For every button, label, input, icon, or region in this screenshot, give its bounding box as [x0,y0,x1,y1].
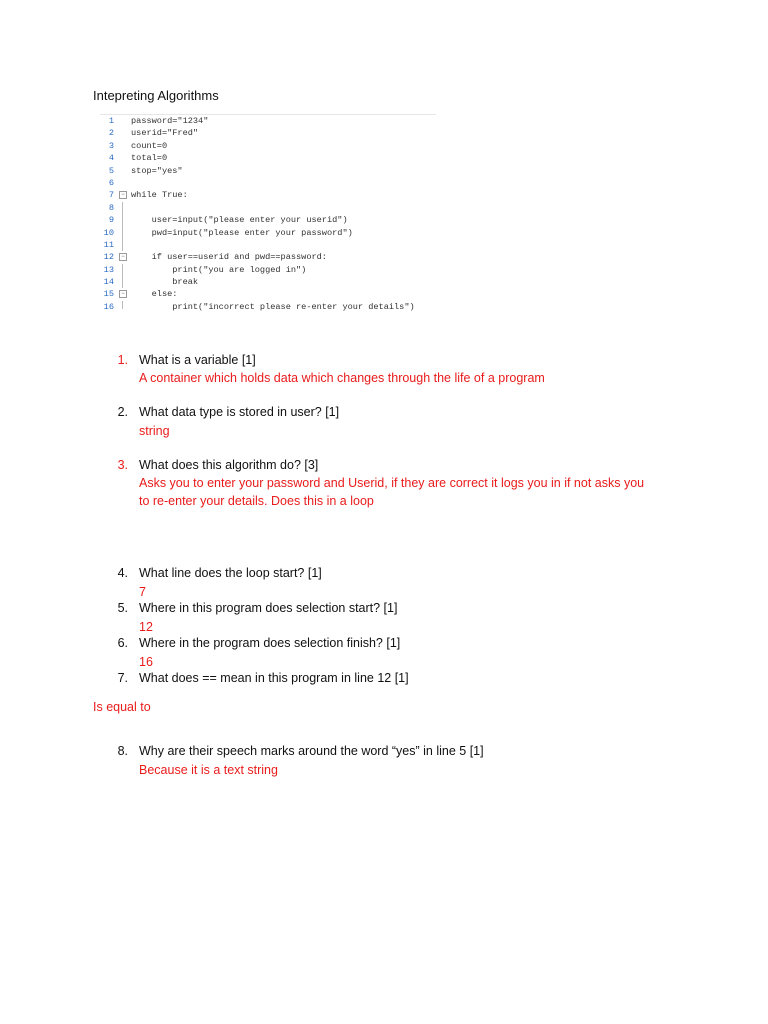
code-line [100,264,436,276]
question-text: What is a variable [1] [139,353,256,367]
question-number: 1. [117,353,128,367]
code-text: if user==userid and pwd==password: [131,252,327,263]
line-number: 11 [103,239,114,250]
code-text: total=0 [131,153,168,164]
collapse-icon[interactable] [119,253,127,261]
code-text: stop="yes" [131,165,183,176]
question-text: Where in this program does selection start? [1] [139,601,398,615]
code-text: print("you are logged in") [131,264,307,275]
line-number: 10 [103,227,114,238]
line-number: 13 [103,264,114,275]
code-text: password="1234" [131,116,209,126]
question-text: Why are their speech marks around the word “yes” in line 5 [1] [139,744,484,758]
collapse-icon[interactable] [119,290,127,298]
question-text: What data type is stored in user? [1] [139,405,340,419]
question-number: 5. [117,601,128,615]
code-line [100,165,436,177]
question-number: 3. [117,458,128,472]
code-line [100,152,436,164]
line-number: 5 [108,165,114,176]
code-line [100,140,436,152]
fold-guide [122,239,123,251]
line-number: 14 [103,277,114,288]
code-text: user=input("please enter your userid") [131,215,348,226]
line-number: 7 [108,190,114,201]
answer-6: 16 [139,655,153,669]
question-text: What does this algorithm do? [3] [139,458,319,472]
code-text: while True: [131,190,188,201]
page-title: Intepreting Algorithms [93,88,219,103]
code-line [100,189,436,201]
line-number: 8 [108,202,114,213]
code-listing [100,114,436,313]
question-number: 8. [117,744,128,758]
code-text: count=0 [131,140,168,151]
answer-4: 7 [139,585,146,599]
line-number: 16 [103,301,114,312]
question-number: 7. [117,671,128,685]
question-number: 2. [117,405,128,419]
code-line [100,301,436,313]
question-text: What does == mean in this program in line 12 [1] [139,671,409,685]
code-line [100,276,436,288]
answer-5: 12 [139,620,153,634]
line-number: 2 [108,128,114,139]
code-line [100,251,436,263]
answer-3-line-2: to re-enter your details. Does this in a loop [139,494,374,508]
code-text: break [131,277,199,288]
line-number: 12 [103,252,114,263]
line-number: 9 [108,215,114,226]
collapse-icon[interactable] [119,191,127,199]
code-line [100,177,436,189]
line-number: 6 [108,177,114,188]
code-line [100,115,436,127]
code-line [100,227,436,239]
code-line [100,214,436,226]
answer-7: Is equal to [93,700,151,714]
code-line [100,239,436,251]
code-text: print("incorrect please re-enter your details") [131,301,415,312]
fold-guide [122,202,123,214]
line-number: 15 [103,289,114,300]
question-text: Where in the program does selection finish? [1] [139,636,401,650]
answer-8: Because it is a text string [139,763,278,777]
code-line [100,288,436,300]
answer-3-line-1: Asks you to enter your password and Userid, if they are correct it logs you in if not asks you [139,476,645,490]
fold-guide [122,264,123,276]
question-number: 6. [117,636,128,650]
fold-guide [122,276,123,288]
fold-guide [122,227,123,239]
fold-guide [122,301,123,309]
question-text: What line does the loop start? [1] [139,566,322,580]
answer-1: A container which holds data which changes through the life of a program [139,371,545,385]
line-number: 3 [108,140,114,151]
code-text: pwd=input("please enter your password") [131,227,353,238]
fold-guide [122,214,123,226]
code-line [100,202,436,214]
code-text: userid="Fred" [131,128,199,139]
answer-2: string [139,424,170,438]
line-number: 1 [108,116,114,126]
code-text: else: [131,289,178,300]
question-number: 4. [117,566,128,580]
code-line [100,127,436,139]
line-number: 4 [108,153,114,164]
